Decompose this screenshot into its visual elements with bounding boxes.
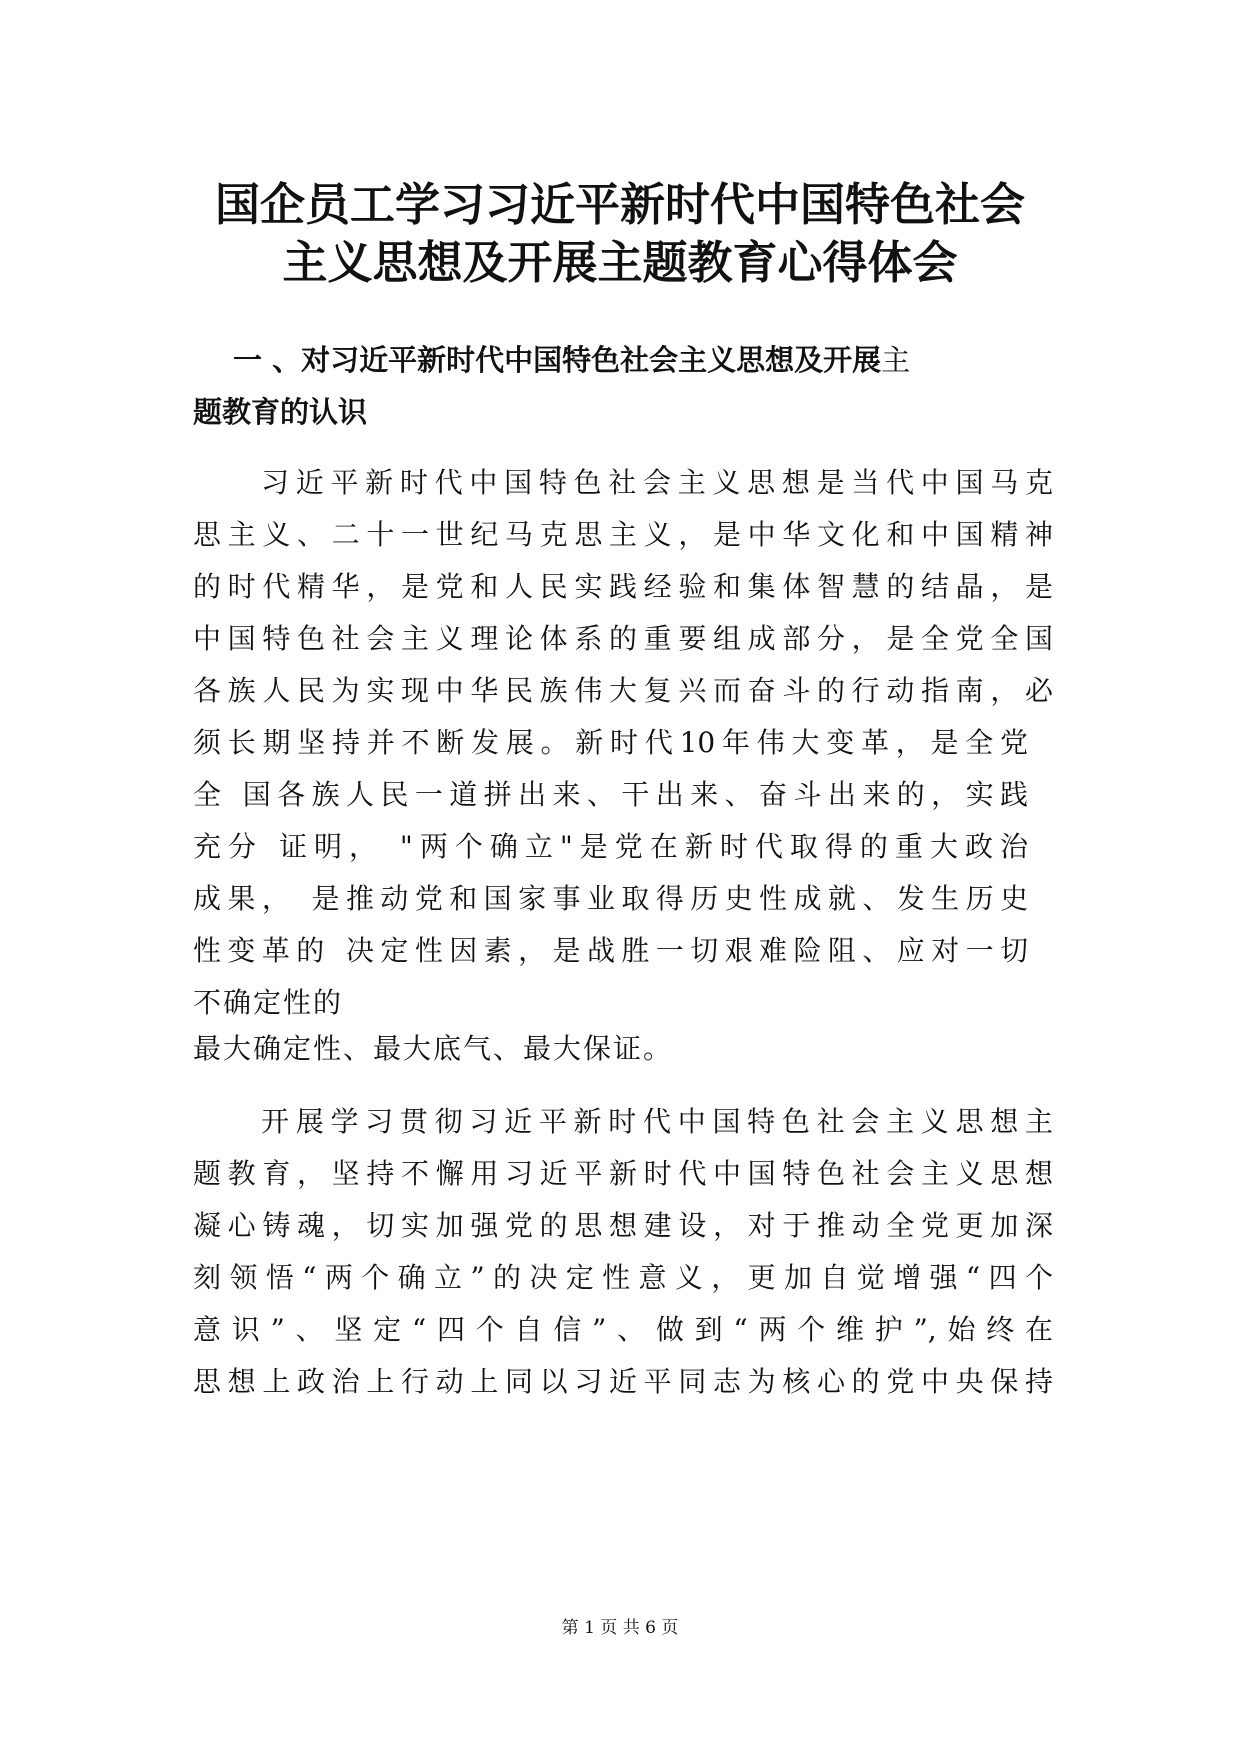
paragraph-1-line-4: 中国特色社会主义理论体系的重要组成部分，是全党全国 xyxy=(193,622,1053,655)
paragraph-1-line-7: 全 国各族人民一道拼出来、干出来、奋斗出来的，实践 xyxy=(193,778,1028,811)
paragraph-1-line-9: 成果， 是推动党和国家事业取得历史性成就、发生历史 xyxy=(193,882,1028,915)
section-heading-tail-text: 主 xyxy=(881,343,911,377)
paragraph-2-line-2: 题教育，坚持不懈用习近平新时代中国特色社会主义思想 xyxy=(193,1157,1053,1190)
paragraph-1-line-5: 各族人民为实现中华民族伟大复兴而奋斗的行动指南，必 xyxy=(193,674,1053,707)
paragraph-2-line-6: 思想上政治上行动上同以习近平同志为核心的党中央保持 xyxy=(193,1365,1053,1398)
paragraph-1-line-8: 充分 证明， "两个确立"是党在新时代取得的重大政治 xyxy=(193,830,1028,863)
paragraph-1-line-12: 最大确定性、最大底气、最大保证。 xyxy=(193,1032,674,1065)
paragraph-1-line-6: 须长期坚持并不断发展。新时代10年伟大变革，是全党 xyxy=(193,726,1028,759)
paragraph-2-line-4: 刻领悟“两个确立”的决定性意义，更加自觉增强“四个 xyxy=(193,1261,1053,1294)
paragraph-2-line-3: 凝心铸魂，切实加强党的思想建设，对于推动全党更加深 xyxy=(193,1209,1053,1242)
document-title-line-2: 主义思想及开展主题教育心得体会 xyxy=(282,236,958,289)
paragraph-1-line-1: 习近平新时代中国特色社会主义思想是当代中国马克 xyxy=(261,466,1053,499)
paragraph-1-line-2: 思主义、二十一世纪马克思主义，是中华文化和中国精神 xyxy=(193,518,1053,551)
paragraph-1-line-3: 的时代精华，是党和人民实践经验和集体智慧的结晶，是 xyxy=(193,570,1053,603)
paragraph-1-line-10: 性变革的 决定性因素，是战胜一切艰难险阻、应对一切 xyxy=(193,934,1028,967)
section-heading-line-1 xyxy=(233,340,910,380)
paragraph-2-line-5: 意识”、坚定“四个自信”、做到“两个维护”,始终在 xyxy=(193,1313,1053,1346)
document-title-line-1: 国企员工学习习近平新时代中国特色社会 xyxy=(214,178,1025,231)
section-heading-line-2: 题教育的认识 xyxy=(193,395,368,429)
section-heading-bold-text: 一 、对习近平新时代中国特色社会主义思想及开展 xyxy=(233,343,882,377)
paragraph-2-line-1: 开展学习贯彻习近平新时代中国特色社会主义思想主 xyxy=(261,1105,1053,1138)
page-footer: 第 1 页 共 6 页 xyxy=(561,1618,679,1638)
paragraph-1-line-11: 不确定性的 xyxy=(193,986,344,1019)
